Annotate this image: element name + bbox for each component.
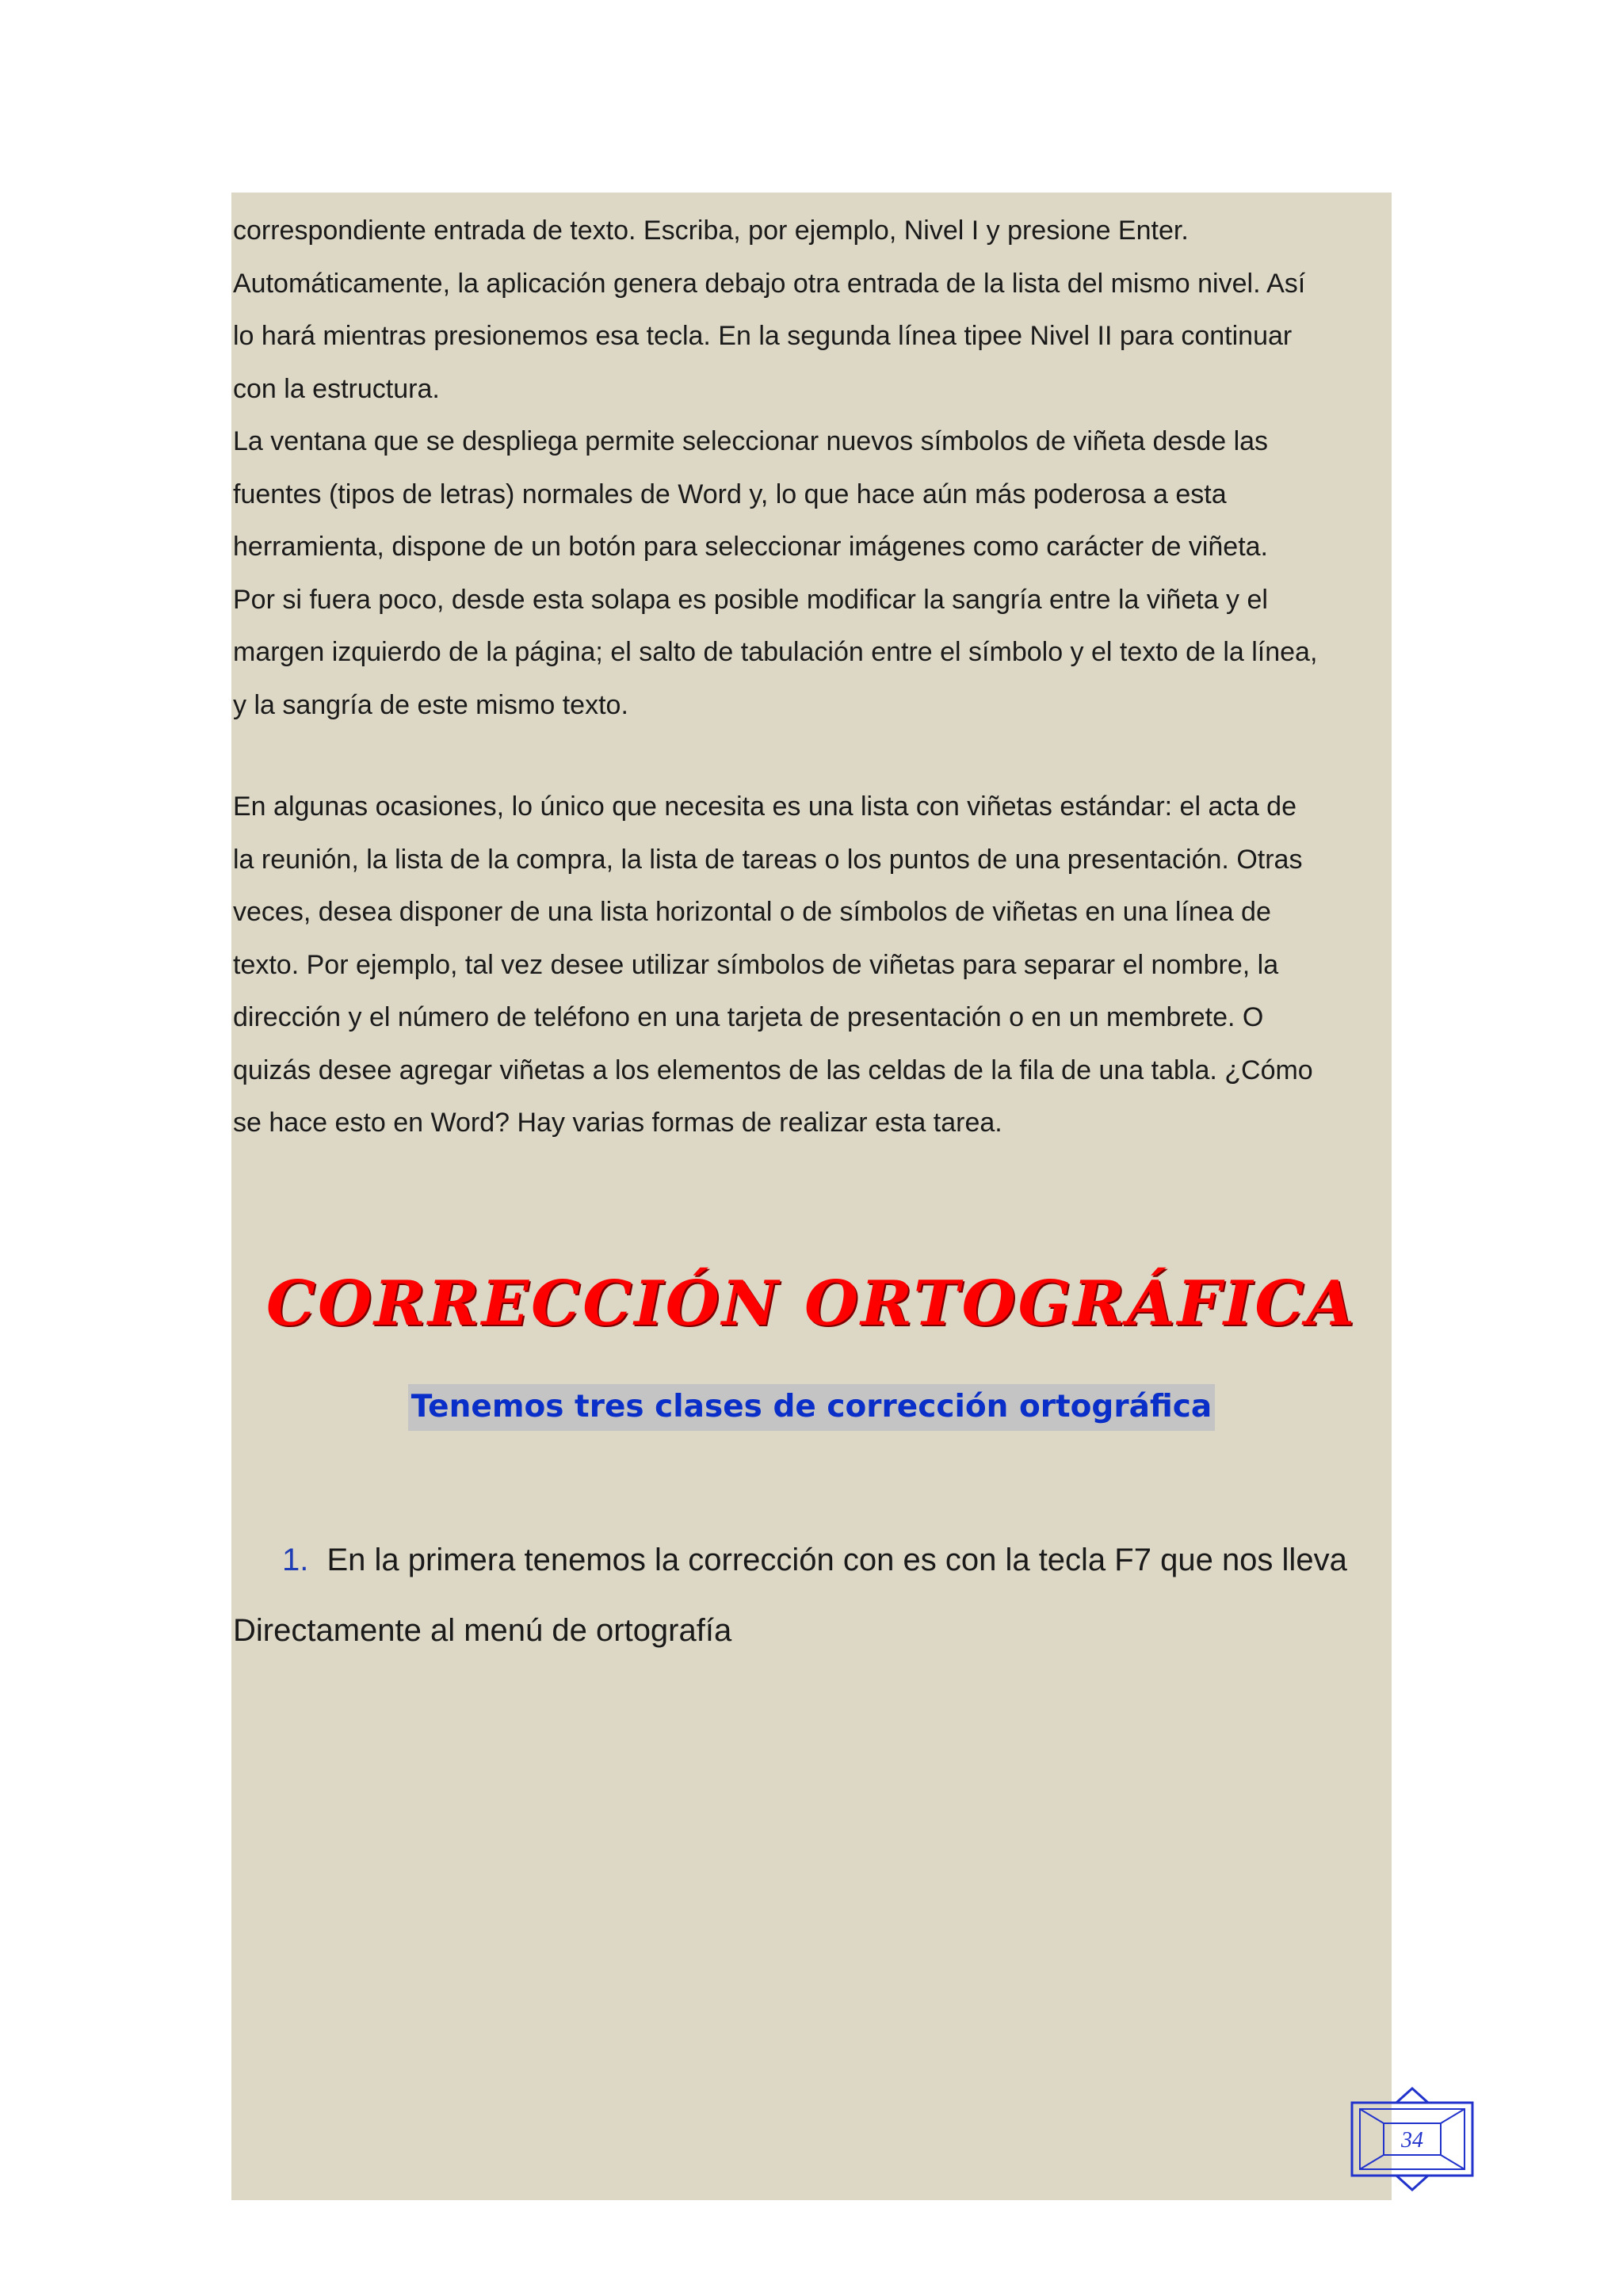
text-line: quizás desee agregar viñetas a los elementos de las celdas de la fila de una tabla. ¿Cómo (233, 1055, 1313, 1085)
list-item-continuation: Directamente al menú de ortografía (233, 1613, 732, 1648)
list-item (282, 1543, 1347, 1578)
subheading-container (231, 1384, 1392, 1431)
text-line: lo hará mientras presionemos esa tecla. En la segunda línea tipee Nivel II para continuar (233, 321, 1293, 351)
text-line: y la sangría de este mismo texto. (233, 689, 628, 720)
page-number: 34 (1401, 2128, 1423, 2153)
list-number: 1. (282, 1543, 309, 1577)
text-line: correspondiente entrada de texto. Escriba, por ejemplo, Nivel I y presione Enter. (233, 215, 1189, 246)
text-line: se hace esto en Word? Hay varias formas de realizar esta tarea. (233, 1108, 1002, 1138)
text-line: texto. Por ejemplo, tal vez desee utilizar símbolos de viñetas para separar el nombre, la (233, 949, 1279, 980)
section-heading: CORRECCIÓN ORTOGRÁFICA (266, 1268, 1357, 1340)
text-line: margen izquierdo de la página; el salto de tabulación entre el símbolo y el texto de la línea, (233, 637, 1318, 667)
text-line: En algunas ocasiones, lo único que necesita es una lista con viñetas estándar: el acta de (233, 791, 1296, 822)
text-line: herramienta, dispone de un botón para seleccionar imágenes como carácter de viñeta. (233, 532, 1268, 562)
text-line: con la estructura. (233, 373, 440, 404)
text-line: Por si fuera poco, desde esta solapa es posible modificar la sangría entre la viñeta y el (233, 584, 1268, 615)
text-line: La ventana que se despliega permite seleccionar nuevos símbolos de viñeta desde las (233, 426, 1269, 456)
paragraph-bullets-intro (233, 204, 1395, 731)
paragraph-standard-bullets (233, 780, 1395, 1150)
subheading: Tenemos tres clases de corrección ortográfica (408, 1384, 1215, 1431)
text-line: fuentes (tipos de letras) normales de Word y, lo que hace aún más poderosa a esta (233, 479, 1227, 509)
text-line: Automáticamente, la aplicación genera debajo otra entrada de la lista del mismo nivel. Así (233, 268, 1306, 299)
text-line: la reunión, la lista de la compra, la lista de tareas o los puntos de una presentación. Otras (233, 844, 1303, 875)
text-line: veces, desea disponer de una lista horizontal o de símbolos de viñetas en una línea de (233, 897, 1271, 927)
list-item-text: En la primera tenemos la corrección con es con la tecla F7 que nos lleva (327, 1543, 1347, 1577)
text-line: dirección y el número de teléfono en una tarjeta de presentación o en un membrete. O (233, 1002, 1264, 1032)
